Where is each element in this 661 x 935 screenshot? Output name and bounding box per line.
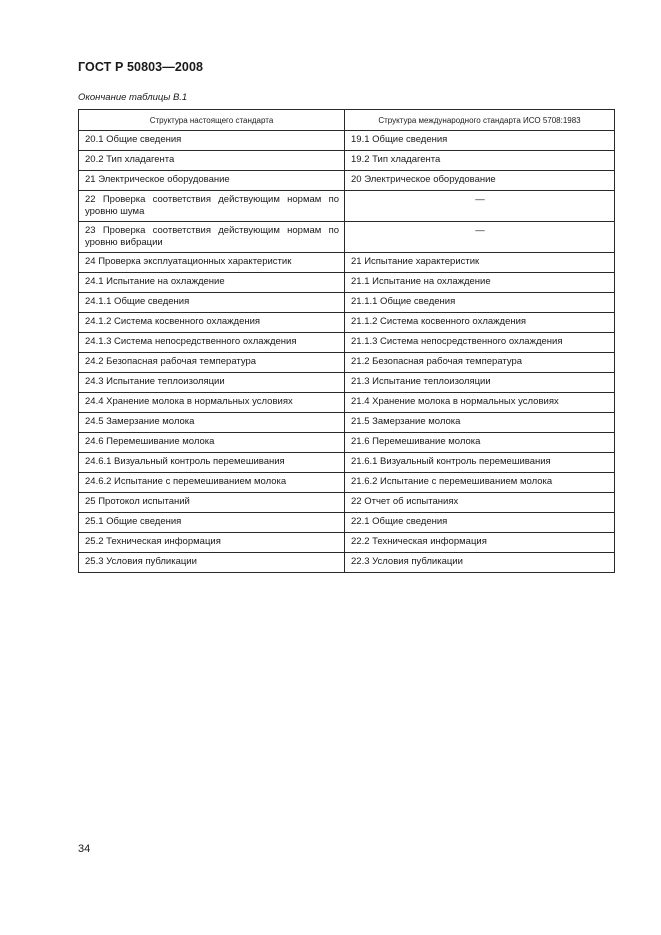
table-row [79,473,615,493]
table-row [79,553,615,573]
national-section-cell: 24.4 Хранение молока в нормальных условиях [79,393,345,413]
iso-section-cell-empty: — [345,222,615,253]
national-section-cell: 24.2 Безопасная рабочая температура [79,353,345,373]
table-row [79,453,615,473]
national-section-cell: 24.1.2 Система косвенного охлаждения [79,313,345,333]
table-row [79,253,615,273]
table-row [79,222,615,253]
table-row [79,191,615,222]
iso-section-cell: 21.4 Хранение молока в нормальных условиях [345,393,615,413]
national-section-cell: 21 Электрическое оборудование [79,171,345,191]
table-row [79,493,615,513]
table-row [79,433,615,453]
iso-section-cell: 21.2 Безопасная рабочая температура [345,353,615,373]
table-row [79,353,615,373]
table-row [79,171,615,191]
iso-section-cell: 22.2 Техническая информация [345,533,615,553]
iso-section-cell: 21.6 Перемешивание молока [345,433,615,453]
table-row [79,151,615,171]
iso-section-cell: 21.1.3 Система непосредственного охлаждения [345,333,615,353]
national-section-cell: 24.6.2 Испытание с перемешиванием молока [79,473,345,493]
national-section-cell: 24.1.3 Система непосредственного охлаждения [79,333,345,353]
table-row [79,513,615,533]
table-caption: Окончание таблицы В.1 [78,92,188,103]
national-section-cell: 25.3 Условия публикации [79,553,345,573]
table-row [79,533,615,553]
document-standard-code: ГОСТ Р 50803—2008 [78,60,204,74]
iso-section-cell: 21 Испытание характеристик [345,253,615,273]
iso-section-cell: 21.1.2 Система косвенного охлаждения [345,313,615,333]
national-section-cell: 20.1 Общие сведения [79,131,345,151]
iso-section-cell: 21.6.2 Испытание с перемешиванием молока [345,473,615,493]
column-header-national: Структура настоящего стандарта [79,110,345,131]
iso-section-cell: 21.5 Замерзание молока [345,413,615,433]
iso-section-cell-empty: — [345,191,615,222]
iso-section-cell: 21.6.1 Визуальный контроль перемешивания [345,453,615,473]
table-row [79,293,615,313]
iso-section-cell: 22.1 Общие сведения [345,513,615,533]
table-row [79,131,615,151]
table-row [79,333,615,353]
iso-section-cell: 21.1 Испытание на охлаждение [345,273,615,293]
table-row [79,313,615,333]
national-section-cell: 24.6 Перемешивание молока [79,433,345,453]
table-row [79,393,615,413]
national-section-cell: 24.3 Испытание теплоизоляции [79,373,345,393]
table-row [79,413,615,433]
national-section-cell: 22 Проверка соответствия действующим нормам по уровню шума [79,191,345,222]
page-number: 34 [78,843,91,855]
national-section-cell: 24.6.1 Визуальный контроль перемешивания [79,453,345,473]
table-row [79,373,615,393]
national-section-cell: 23 Проверка соответствия действующим нормам по уровню вибрации [79,222,345,253]
iso-section-cell: 22 Отчет об испытаниях [345,493,615,513]
national-section-cell: 25 Протокол испытаний [79,493,345,513]
table-row [79,273,615,293]
iso-section-cell: 22.3 Условия публикации [345,553,615,573]
iso-section-cell: 21.3 Испытание теплоизоляции [345,373,615,393]
iso-section-cell: 19.1 Общие сведения [345,131,615,151]
iso-section-cell: 20 Электрическое оборудование [345,171,615,191]
national-section-cell: 20.2 Тип хладагента [79,151,345,171]
iso-section-cell: 21.1.1 Общие сведения [345,293,615,313]
table-header-row [79,110,615,131]
national-section-cell: 24.5 Замерзание молока [79,413,345,433]
national-section-cell: 24 Проверка эксплуатационных характеристик [79,253,345,273]
national-section-cell: 24.1.1 Общие сведения [79,293,345,313]
iso-section-cell: 19.2 Тип хладагента [345,151,615,171]
column-header-international: Структура международного стандарта ИСО 5708:1983 [345,110,615,131]
national-section-cell: 24.1 Испытание на охлаждение [79,273,345,293]
correspondence-table [78,109,615,573]
national-section-cell: 25.1 Общие сведения [79,513,345,533]
national-section-cell: 25.2 Техническая информация [79,533,345,553]
